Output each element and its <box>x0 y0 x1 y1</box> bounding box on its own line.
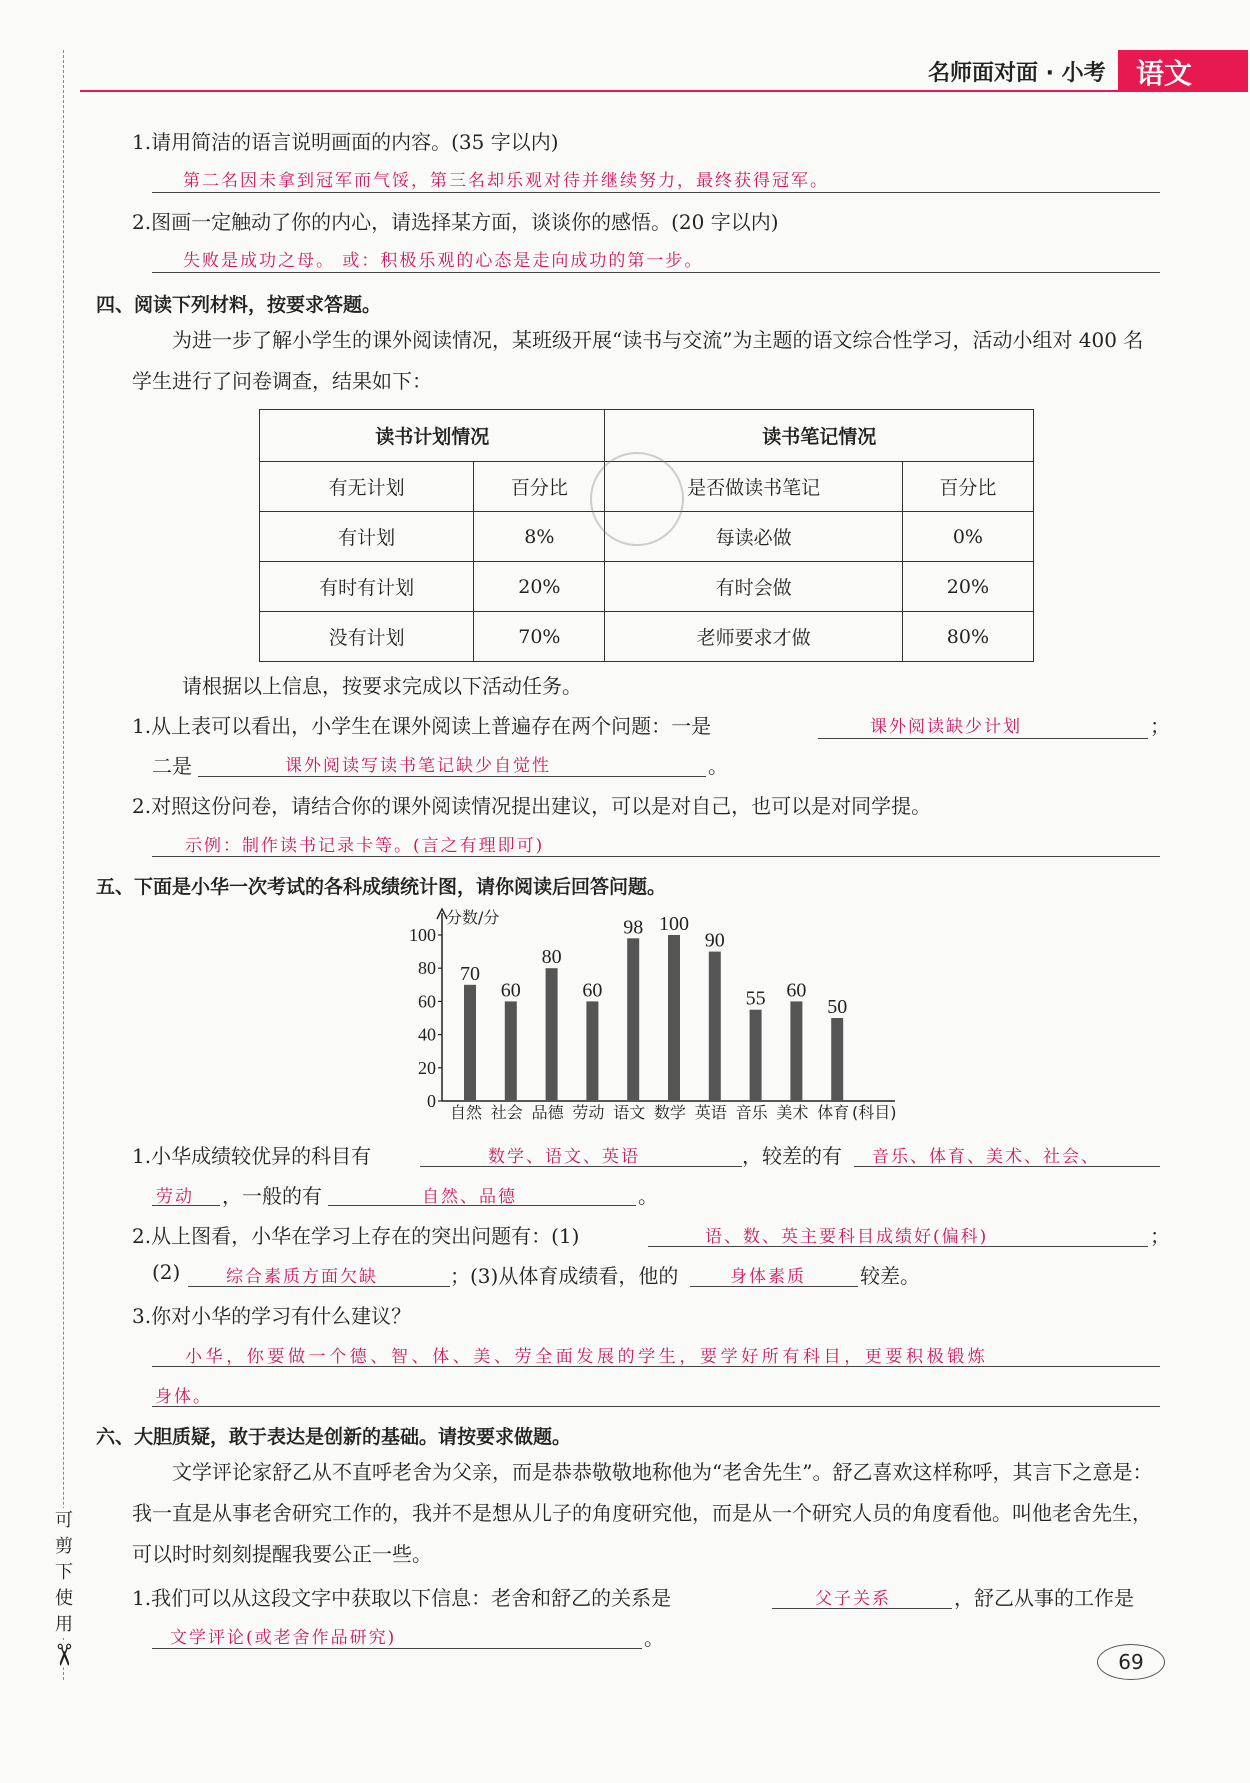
s5-answer-3-2: 身体。 <box>155 1387 212 1407</box>
cut-note <box>52 1508 76 1638</box>
table-cell: 20% <box>902 562 1033 612</box>
x-tick-label: 体育 <box>817 1103 850 1122</box>
bar-value-label: 55 <box>745 987 766 1010</box>
bar-value-label: 70 <box>460 962 480 985</box>
s5-answer-2-3: 身体素质 <box>730 1267 806 1287</box>
s5-answer-1-4: 自然、品德 <box>422 1187 517 1207</box>
table-group-header: 读书笔记情况 <box>605 410 1034 462</box>
x-tick-label: 社会 <box>490 1103 523 1122</box>
s3-question-2: 2.图画一定触动了你的内心，请选择某方面，谈谈你的感悟。(20 字以内) <box>132 210 779 234</box>
table-row <box>260 612 1034 662</box>
chart-bar <box>668 935 680 1101</box>
bar-value-label: 98 <box>623 916 644 939</box>
s6-answer-1-2: 文学评论(或老舍作品研究) <box>170 1628 397 1648</box>
x-axis-label: (科目) <box>852 1103 897 1122</box>
bar-value-label: 60 <box>786 979 807 1002</box>
s5-title: 五、下面是小华一次考试的各科成绩统计图，请你阅读后回答问题。 <box>96 876 667 898</box>
table-cell: 老师要求才做 <box>605 612 902 662</box>
s4-q1-part1: 1.从上表可以看出，小学生在课外阅读上普遍存在两个问题：一是 <box>132 714 712 738</box>
s4-q1-end: 。 <box>708 754 728 778</box>
s5-q1-part1: 1.小华成绩较优异的科目有 <box>132 1144 372 1168</box>
x-tick-label: 品德 <box>531 1103 564 1122</box>
table-cell: 有时有计划 <box>260 562 474 612</box>
chart-bar <box>546 968 558 1101</box>
table-cell: 8% <box>474 512 605 562</box>
watermark-stamp <box>590 452 684 546</box>
answer-line <box>152 1406 1160 1407</box>
table-cell: 20% <box>474 562 605 612</box>
y-tick-label: 100 <box>409 925 436 945</box>
chart-bar <box>790 1001 802 1101</box>
s5-answer-1-3: 劳动 <box>156 1187 194 1207</box>
chart-bar <box>709 952 721 1101</box>
s5-q1-end: 。 <box>638 1184 658 1208</box>
table-col-header: 百分比 <box>902 462 1033 512</box>
s4-task: 请根据以上信息，按要求完成以下活动任务。 <box>182 674 582 698</box>
cut-note-char: 剪 <box>55 1536 73 1557</box>
s5-q2-end: 较差。 <box>860 1264 920 1288</box>
s5-answer-2-2: 综合素质方面欠缺 <box>226 1267 378 1287</box>
s6-q1-mid: ，舒乙从事的工作是 <box>954 1586 1134 1610</box>
bar-value-label: 60 <box>582 979 603 1002</box>
s3-answer-1: 第二名因未拿到冠军而气馁，第三名却乐观对待并继续努力，最终获得冠军。 <box>183 171 829 191</box>
y-tick-label: 0 <box>427 1091 436 1111</box>
answer-line <box>152 1648 642 1649</box>
bar-value-label: 80 <box>541 946 562 969</box>
s4-intro: 为进一步了解小学生的课外阅读情况，某班级开展“读书与交流”为主题的语文综合性学习，活动小组对 400 名学生进行了问卷调查，结果如下： <box>132 328 1144 393</box>
bar-value-label: 60 <box>500 979 521 1002</box>
page-number: 69 <box>1118 1650 1144 1674</box>
s5-question-3: 3.你对小华的学习有什么建议？ <box>132 1304 412 1328</box>
page-number-badge <box>1097 1644 1165 1680</box>
cut-line <box>63 50 64 1680</box>
s6-paragraph: 文学评论家舒乙从不直呼老舍为父亲，而是恭恭敬敬地称他为“老舍先生”。舒乙喜欢这样称呼，其言下之意是：我一直是从事老舍研究工作的，我并不是想从儿子的角度研究他，而是从一个研究人员的角度看他。叫他老舍先生，可以时时刻刻提醒我要公正一些。 <box>132 1460 1153 1566</box>
table-row <box>260 562 1034 612</box>
bar-value-label: 90 <box>704 929 725 952</box>
cut-note-char: 使 <box>55 1588 73 1609</box>
table-col-header: 百分比 <box>474 462 605 512</box>
bar-value-label: 50 <box>827 996 848 1018</box>
x-tick-label: 英语 <box>694 1103 727 1122</box>
chart-bar <box>464 985 476 1101</box>
bar-value-label: 100 <box>659 913 689 935</box>
y-tick-label: 80 <box>418 958 436 979</box>
y-axis-label: 分数/分 <box>446 908 500 927</box>
table-group-header: 读书计划情况 <box>260 410 605 462</box>
s4-question-2: 2.对照这份问卷，请结合你的课外阅读情况提出建议，可以是对自己，也可以是对同学提。 <box>132 794 932 818</box>
s5-q2-sep: ； <box>1150 1224 1170 1248</box>
s6-q1-part1: 1.我们可以从这段文字中获取以下信息：老舍和舒乙的关系是 <box>132 1586 672 1610</box>
table-cell: 有时会做 <box>605 562 902 612</box>
table-cell: 有计划 <box>260 512 474 562</box>
s5-answer-3-1: 小华，你要做一个德、智、体、美、劳全面发展的学生，要学好所有科目，更要积极锻炼 <box>185 1347 989 1367</box>
x-tick-label: 自然 <box>450 1103 483 1122</box>
s5-q1-mid: ，较差的有 <box>742 1144 842 1168</box>
table-col-header: 有无计划 <box>260 462 474 512</box>
s5-answer-2-1: 语、数、英主要科目成绩好(偏科) <box>705 1227 989 1247</box>
x-tick-label: 劳动 <box>572 1103 605 1122</box>
x-tick-label: 语文 <box>613 1103 646 1122</box>
s5-answer-1-2: 音乐、体育、美术、社会、 <box>872 1147 1100 1167</box>
s6-title: 六、大胆质疑，敢于表达是创新的基础。请按要求做题。 <box>96 1426 572 1448</box>
y-tick-label: 40 <box>418 1024 436 1045</box>
cut-note-char: 用 <box>55 1614 73 1635</box>
x-tick-label: 音乐 <box>735 1103 768 1122</box>
s6-q1-end: 。 <box>644 1626 664 1650</box>
table-cell: 70% <box>474 612 605 662</box>
y-tick-label: 20 <box>418 1057 436 1078</box>
s4-answer-2: 示例：制作读书记录卡等。(言之有理即可) <box>185 836 545 856</box>
s4-title: 四、阅读下列材料，按要求答题。 <box>96 294 382 316</box>
s5-answer-1-1: 数学、语文、英语 <box>488 1147 640 1167</box>
s4-q1-sep: ； <box>1150 714 1170 738</box>
s4-answer-1-2: 课外阅读写读书笔记缺少自觉性 <box>285 756 551 776</box>
s3-question-1: 1.请用简洁的语言说明画面的内容。(35 字以内) <box>132 130 559 154</box>
header-series: 名师面对面 · 小考 <box>928 61 1106 86</box>
table-cell: 80% <box>902 612 1033 662</box>
chart-bar <box>586 1001 598 1101</box>
table-cell: 没有计划 <box>260 612 474 662</box>
scissors-icon: ✂ <box>45 1642 81 1668</box>
s5-q2-part3: ；(3)从体育成绩看，他的 <box>450 1264 679 1288</box>
x-tick-label: 数学 <box>654 1103 687 1122</box>
answer-line <box>818 738 1148 739</box>
s5-q2-part1: 2.从上图看，小华在学习上存在的突出问题有：(1) <box>132 1224 580 1248</box>
table-col-header: 是否做读书笔记 <box>605 462 902 512</box>
s3-answer-2: 失败是成功之母。 或：积极乐观的心态是走向成功的第一步。 <box>183 251 704 271</box>
table-cell: 每读必做 <box>605 512 902 562</box>
y-tick-label: 60 <box>418 991 436 1012</box>
x-tick-label: 美术 <box>776 1103 809 1122</box>
s4-answer-1-1: 课外阅读缺少计划 <box>870 717 1022 737</box>
chart-bar <box>505 1001 517 1101</box>
s5-q1-part2: ，一般的有 <box>222 1184 322 1208</box>
s5-q2-part2: (2) <box>152 1260 181 1284</box>
answer-line <box>152 272 1160 273</box>
table-cell: 0% <box>902 512 1033 562</box>
answer-line <box>152 856 1160 857</box>
answer-line <box>152 192 1160 193</box>
header-subject-badge <box>1118 50 1248 90</box>
cut-note-char: 下 <box>55 1562 73 1583</box>
s4-q1-part2: 二是 <box>152 754 192 778</box>
chart-bar <box>831 1018 843 1101</box>
header-rule <box>80 90 1248 92</box>
chart-bar <box>627 938 639 1101</box>
s6-answer-1-1: 父子关系 <box>815 1589 891 1609</box>
chart-bar <box>750 1010 762 1101</box>
answer-line <box>198 776 706 777</box>
cut-note-char: 可 <box>55 1510 73 1531</box>
header-subject: 语文 <box>1136 57 1193 90</box>
score-bar-chart <box>400 905 920 1135</box>
